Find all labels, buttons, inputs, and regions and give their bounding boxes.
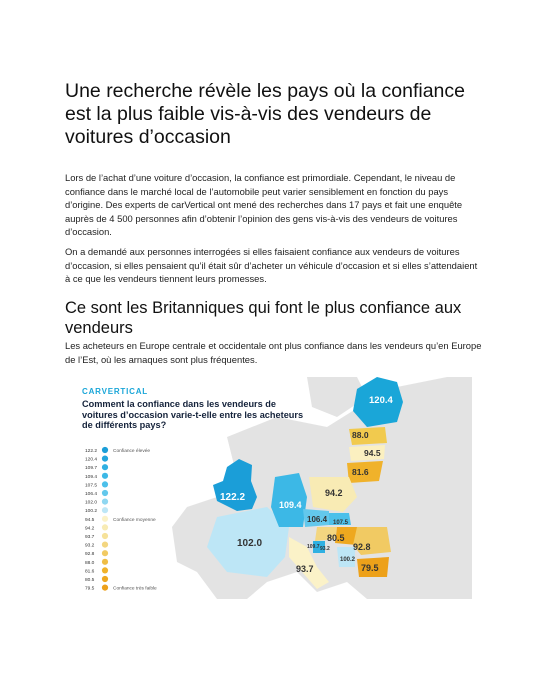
map-label: 120.4 xyxy=(369,395,393,406)
legend-swatch xyxy=(102,490,108,496)
map-label: 93.2 xyxy=(320,546,330,552)
legend-value: 122.2 xyxy=(85,449,98,454)
legend-swatch xyxy=(102,481,108,487)
legend-value: 109.4 xyxy=(85,474,98,480)
legend-swatch xyxy=(102,567,108,573)
map-label: 93.7 xyxy=(296,564,314,574)
legend-value: 93.2 xyxy=(85,543,95,549)
map-label: 94.5 xyxy=(364,448,381,458)
legend-label: Confiance moyenne xyxy=(113,517,156,523)
legend-value: 100.2 xyxy=(85,509,98,515)
legend-swatch xyxy=(102,542,108,548)
legend-value: 92.8 xyxy=(85,552,95,558)
intro-paragraph: Lors de l’achat d’une voiture d’occasion, la confiance est primordiale. Cependant, le niveau de confiance dans le marché local de l’automobile peut varier sensiblement en fonction du pays d’origine. Des experts de carVertical ont mené des recherches dans 17 pays et fait une enquête auprès de 4 500 personnes afin d’obtenir l’opinion des gens vis-à-vis des vendeurs de voitures d’occasion. xyxy=(65,172,463,238)
legend-label: Confiance très faible xyxy=(113,586,157,592)
legend-swatch xyxy=(102,585,108,591)
legend-value: 81.6 xyxy=(85,569,95,575)
legend-swatch xyxy=(102,456,108,462)
second-paragraph: On a demandé aux personnes interrogées si elles faisaient confiance aux vendeurs de voitures d’occasion, si elles pensaient qu’il était sûr d’acheter un véhicule d’occasion et si elles s’attendaient à ce que les vendeurs tiennent leurs promesses. xyxy=(65,246,478,285)
infographic-title-box xyxy=(82,399,307,447)
legend-value: 88.0 xyxy=(85,560,95,566)
legend-value: 102.0 xyxy=(85,500,98,506)
legend-value: 79.5 xyxy=(85,586,95,592)
trust-infographic xyxy=(67,377,472,599)
legend-swatch xyxy=(102,507,108,513)
map-label: 100.2 xyxy=(340,557,356,563)
infographic-title: Comment la confiance dans les vendeurs de voitures d’occasion varie-t-elle entre les acheteurs de différents pays? xyxy=(82,399,304,431)
page-title: Une recherche révèle les pays où la confiance est la plus faible vis-à-vis des vendeurs de voitures d’occasion xyxy=(65,80,465,148)
map-label: 94.2 xyxy=(325,488,343,498)
legend-swatch xyxy=(102,550,108,556)
map-label: 102.0 xyxy=(237,538,263,549)
legend-swatch xyxy=(102,447,108,453)
legend-value: 106.4 xyxy=(85,492,98,497)
legend-value: 109.7 xyxy=(85,466,98,472)
map-label: 92.8 xyxy=(353,542,371,552)
map-label: 80.5 xyxy=(327,533,345,543)
section-paragraph: Les acheteurs en Europe centrale et occidentale ont plus confiance dans les vendeurs qu’en Europe de l’Est, où les arnaques sont plus fréquentes. xyxy=(65,340,482,365)
map-label: 109.4 xyxy=(279,500,302,510)
legend-swatch xyxy=(102,576,108,582)
map-label: 88.0 xyxy=(352,430,369,440)
map-label: 122.2 xyxy=(220,492,246,503)
map-label: 106.4 xyxy=(307,515,328,524)
legend-swatch xyxy=(102,473,108,479)
legend-value: 120.4 xyxy=(85,457,98,463)
map-label: 79.5 xyxy=(361,563,379,573)
legend-value: 107.5 xyxy=(85,483,98,489)
legend-swatch xyxy=(102,516,108,522)
legend-value: 94.2 xyxy=(85,526,95,532)
legend-swatch xyxy=(102,464,108,470)
legend-value: 93.7 xyxy=(85,535,95,540)
map-label: 109.7 xyxy=(307,544,320,550)
legend-value: 94.5 xyxy=(85,517,95,523)
map-label: 81.6 xyxy=(352,467,369,477)
legend-swatch xyxy=(102,524,108,530)
legend-value: 80.5 xyxy=(85,578,95,583)
legend-swatch xyxy=(102,533,108,539)
legend-label: Confiance élevée xyxy=(113,449,151,454)
infographic-svg xyxy=(67,377,472,599)
brand-logo: CARVERTICAL xyxy=(82,387,148,396)
map-label: 107.5 xyxy=(333,520,349,526)
legend-swatch xyxy=(102,559,108,565)
legend-swatch xyxy=(102,499,108,505)
legend xyxy=(85,447,157,592)
section-heading: Ce sont les Britanniques qui font le plus confiance aux vendeurs xyxy=(65,299,462,337)
